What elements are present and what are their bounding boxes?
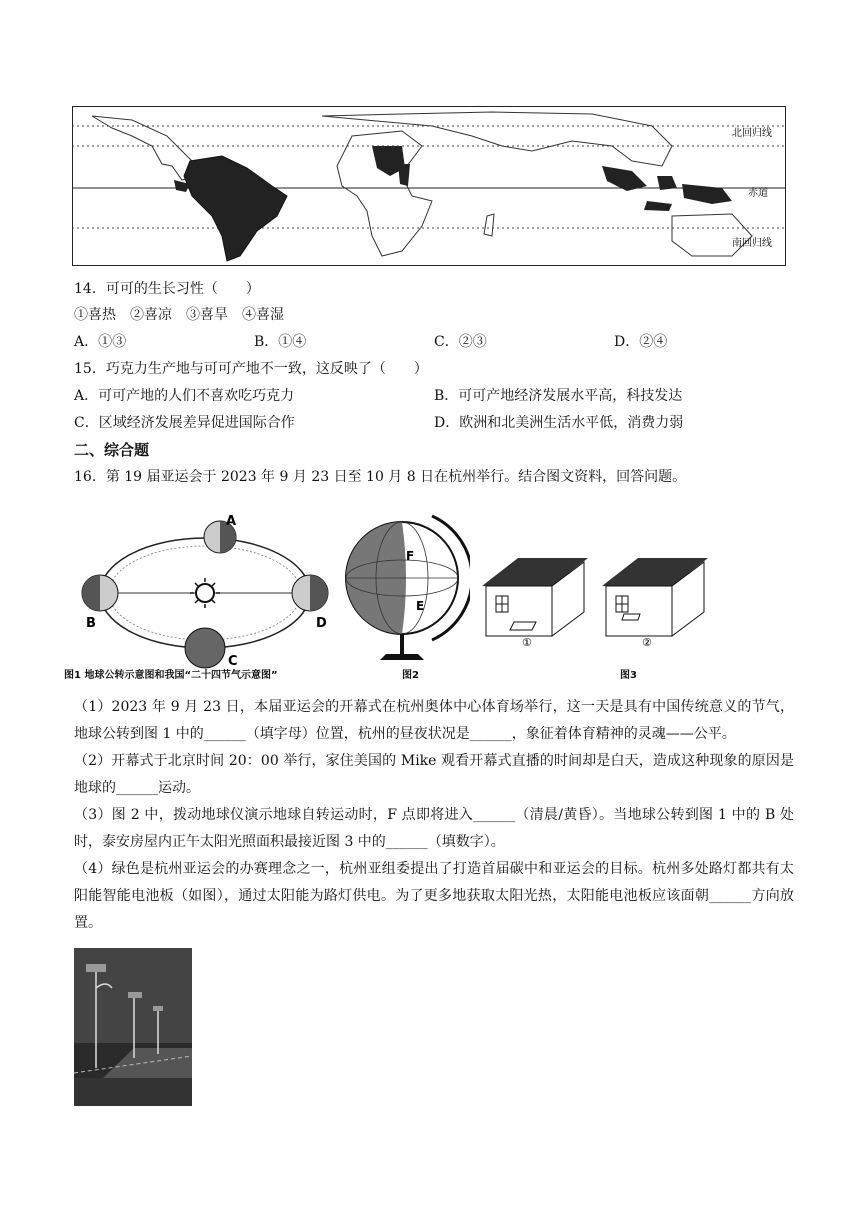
- tropic-cancer-label: 北回归线: [732, 128, 772, 139]
- fig1-label-c: C: [228, 654, 238, 669]
- q15-stem: 15．巧克力生产地与可可产地不一致，这反映了（ ）: [74, 361, 428, 377]
- figure-3-houses: [478, 548, 718, 648]
- q14-option-c[interactable]: C．②③: [434, 334, 487, 350]
- q16-part-1: （1）2023 年 9 月 23 日，本届亚运会的开幕式在杭州奥体中心体育场举行，这一天是具有中国传统意义的节气，地球公转到图 1 中的______（填字母）位置，杭州的昼夜状况是______，象征着体育精神的灵魂——公平。: [74, 699, 794, 742]
- q16-part-3: （3）图 2 中，拨动地球仪演示地球自转运动时，F 点即将进入______（清晨/黄昏）。当地球公转到图 1 中的 B 处时，泰安房屋内正午太阳光照面积最接近图 3 中的______（填数字）。: [74, 807, 794, 850]
- map-svg: [72, 106, 786, 266]
- section-heading: 二、综合题: [74, 441, 150, 459]
- figure-2-globe: [340, 508, 470, 668]
- q16-stem: 16．第 19 届亚运会于 2023 年 9 月 23 日至 10 月 8 日在杭州举行。结合图文资料，回答问题。: [74, 469, 687, 485]
- q14-choices: ①喜热 ②喜凉 ③喜旱 ④喜湿: [74, 307, 284, 323]
- q15-option-a[interactable]: A．可可产地的人们不喜欢吃巧克力: [74, 388, 295, 404]
- fig3-label-one: ①: [522, 636, 532, 648]
- fig3-caption: 图3: [620, 670, 637, 681]
- fig1-label-a: A: [226, 514, 237, 529]
- cocoa-distribution-map: [72, 106, 786, 266]
- q16-part-2: （2）开幕式于北京时间 20：00 举行，家住美国的 Mike 观看开幕式直播的时间却是白天，造成这种现象的原因是地球的______运动。: [74, 753, 794, 796]
- solar-streetlight-photo: [74, 948, 192, 1106]
- q14-stem: 14．可可的生长习性（ ）: [74, 281, 260, 297]
- fig3-label-two: ②: [642, 636, 652, 648]
- fig1-label-b: B: [86, 616, 96, 631]
- fig1-label-d: D: [316, 616, 327, 631]
- fig2-label-f: F: [406, 549, 415, 563]
- q14-option-b[interactable]: B．①④: [254, 334, 307, 350]
- q15-option-d[interactable]: D．欧洲和北美洲生活水平低，消费力弱: [434, 415, 684, 431]
- fig2-caption: 图2: [402, 670, 419, 681]
- q15-option-b[interactable]: B．可可产地经济发展水平高，科技发达: [434, 388, 683, 404]
- q14-option-d[interactable]: D．②④: [614, 334, 668, 350]
- fig1-caption: 图1 地球公转示意图和我国“二十四节气示意图”: [64, 670, 278, 681]
- tropic-capricorn-label: 南回归线: [732, 238, 772, 249]
- q14-option-a[interactable]: A．①③: [74, 334, 127, 350]
- figure-1-orbit: [72, 505, 334, 685]
- equator-label: 赤道: [748, 188, 768, 199]
- fig2-label-e: E: [416, 599, 425, 613]
- q15-option-c[interactable]: C．区域经济发展差异促进国际合作: [74, 415, 295, 431]
- q16-part-4: （4）绿色是杭州亚运会的办赛理念之一，杭州亚组委提出了打造首届碳中和亚运会的目标。杭州多处路灯都共有太阳能智能电池板（如图），通过太阳能为路灯供电。为了更多地获取太阳光热，太阳能电池板应该面朝______方向放置。: [74, 861, 794, 931]
